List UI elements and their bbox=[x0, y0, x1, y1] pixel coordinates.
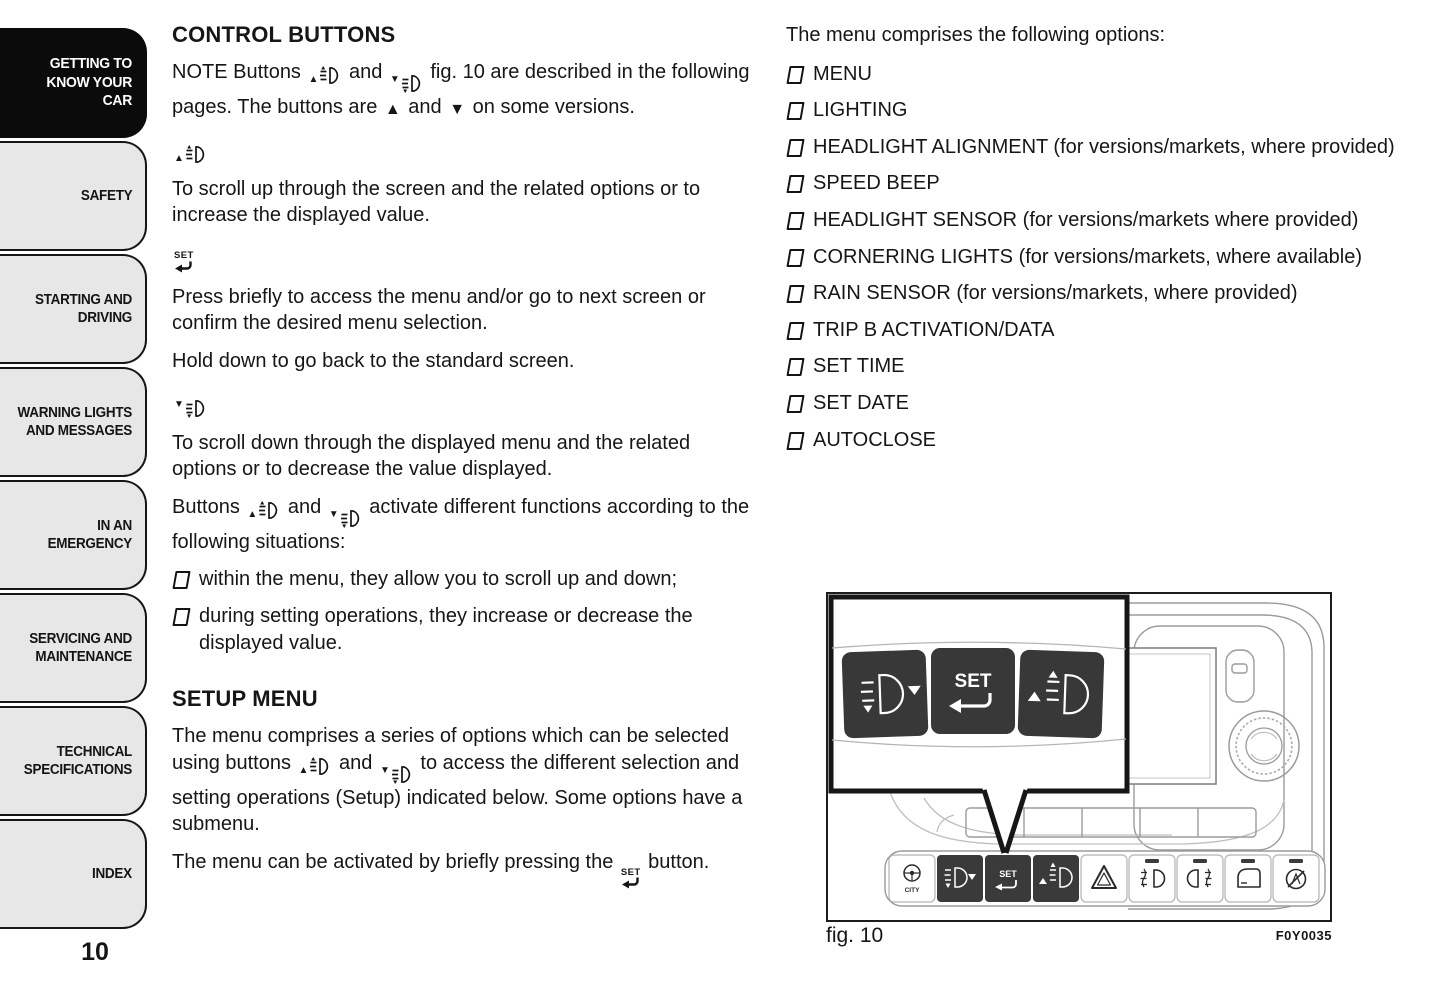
buttons-activate-paragraph: Buttons ▲ and ▼ activate different functions according to the following situations: bbox=[172, 495, 750, 553]
up-arrow-icon: ▲ bbox=[384, 101, 401, 118]
headlight-down-icon: ▼ bbox=[329, 508, 362, 529]
options-intro: The menu comprises the following options: bbox=[786, 24, 1166, 46]
set-icon-line bbox=[172, 243, 750, 273]
checkbox-bullet-icon bbox=[786, 139, 804, 157]
city-button bbox=[889, 855, 935, 902]
hold-down-paragraph: Hold down to go back to the standard screen. bbox=[172, 349, 575, 372]
figure-caption: fig. 10 bbox=[826, 924, 884, 947]
down-arrow-icon: ▼ bbox=[449, 101, 466, 118]
menu-option: LIGHTING bbox=[786, 97, 1410, 124]
hazard-button bbox=[1081, 855, 1127, 902]
headlight-down-icon: ▼ bbox=[174, 398, 207, 419]
headlight-down-strip-button bbox=[937, 855, 983, 902]
press-briefly-paragraph: Press briefly to access the menu and/or go to next screen or confirm the desired menu selection. bbox=[172, 285, 706, 335]
page-number: 10 bbox=[81, 938, 109, 966]
figure-10 bbox=[826, 592, 1332, 922]
headlight-up-icon: ▲ bbox=[299, 756, 332, 777]
front-fog-button bbox=[1129, 855, 1175, 902]
menu-activated-paragraph: The menu can be activated by briefly pressing the SET button. bbox=[172, 849, 750, 890]
options-column bbox=[786, 18, 1410, 463]
checkbox-bullet-icon bbox=[786, 358, 804, 376]
checkbox-bullet-icon bbox=[786, 212, 804, 230]
set-inset-button bbox=[931, 648, 1015, 734]
sidebar-item-starting-and-driving[interactable]: STARTING AND DRIVING bbox=[0, 254, 147, 364]
checkbox-bullet-icon bbox=[786, 432, 804, 450]
checkbox-bullet-icon bbox=[786, 66, 804, 84]
sidebar-item-warning-lights[interactable]: WARNING LIGHTS AND MESSAGES bbox=[0, 367, 147, 477]
main-text-column bbox=[172, 18, 750, 900]
dashboard-illustration bbox=[828, 594, 1330, 920]
rotary-knob bbox=[1229, 711, 1299, 781]
rear-fog-button bbox=[1177, 855, 1223, 902]
headlight-up-inset-button bbox=[1018, 650, 1105, 739]
checkbox-bullet-icon bbox=[172, 571, 190, 589]
set-inset-label: SET bbox=[954, 671, 992, 692]
menu-option: MENU bbox=[786, 61, 1410, 88]
menu-option: SET DATE bbox=[786, 390, 1410, 417]
headlight-down-icon: ▼ bbox=[380, 764, 413, 785]
sidebar-item-in-an-emergency[interactable]: IN AN EMERGENCY bbox=[0, 480, 147, 590]
figure-caption-row bbox=[826, 924, 1332, 948]
menu-option: SPEED BEEP bbox=[786, 170, 1410, 197]
checkbox-bullet-icon bbox=[786, 175, 804, 193]
menu-option: HEADLIGHT ALIGNMENT (for versions/markets, where provided) bbox=[786, 134, 1410, 161]
checkbox-bullet-icon bbox=[786, 249, 804, 267]
sidebar-item-getting-to-know-your-car[interactable]: GETTING TO KNOW YOUR CAR bbox=[0, 28, 147, 138]
headlight-up-icon: ▲ bbox=[174, 144, 207, 165]
scroll-up-paragraph: To scroll up through the screen and the related options or to increase the displayed value. bbox=[172, 177, 701, 227]
note-paragraph: NOTE Buttons ▲ and ▼ fig. 10 are described in the following pages. The buttons are ▲ and ▼ on some versions. bbox=[172, 61, 750, 118]
checkbox-bullet-icon bbox=[172, 608, 190, 626]
headlight-down-icon: ▼ bbox=[390, 73, 423, 94]
list-item: during setting operations, they increase or decrease the displayed value. bbox=[172, 603, 750, 656]
up-headlight-icon-line bbox=[172, 135, 750, 165]
scroll-down-paragraph: To scroll down through the displayed menu and the related options or to decrease the value displayed. bbox=[172, 431, 691, 481]
set-strip-label: SET bbox=[999, 869, 1017, 879]
down-headlight-icon-line bbox=[172, 389, 750, 419]
headlight-up-icon: ▲ bbox=[247, 500, 280, 521]
menu-option: SET TIME bbox=[786, 353, 1410, 380]
sidebar-item-index[interactable]: INDEX bbox=[0, 819, 147, 929]
list-item: within the menu, they allow you to scroll up and down; bbox=[172, 566, 750, 593]
door-lock-button bbox=[1225, 855, 1271, 902]
headlight-up-icon: ▲ bbox=[309, 65, 342, 86]
section-heading-control-buttons: CONTROL BUTTONS bbox=[172, 22, 396, 47]
city-label: CITY bbox=[904, 887, 920, 894]
sidebar-item-technical-specifications[interactable]: TECHNICAL SPECIFICATIONS bbox=[0, 706, 147, 816]
sidebar-item-servicing[interactable]: SERVICING AND MAINTENANCE bbox=[0, 593, 147, 703]
callout-pointer bbox=[982, 787, 1028, 855]
section-heading-setup-menu: SETUP MENU bbox=[172, 686, 318, 712]
headlight-down-inset-button bbox=[842, 650, 929, 739]
set-button-icon: SET bbox=[174, 251, 194, 273]
checkbox-bullet-icon bbox=[786, 395, 804, 413]
menu-option: RAIN SENSOR (for versions/markets, where provided) bbox=[786, 280, 1410, 307]
checkbox-bullet-icon bbox=[786, 285, 804, 303]
figure-code: F0Y0035 bbox=[1275, 928, 1332, 943]
menu-option: HEADLIGHT SENSOR (for versions/markets where provided) bbox=[786, 207, 1410, 234]
sidebar-item-safety[interactable]: SAFETY bbox=[0, 141, 147, 251]
set-strip-button bbox=[985, 855, 1031, 902]
console-lower-curves bbox=[890, 792, 1284, 844]
menu-option: CORNERING LIGHTS (for versions/markets, where available) bbox=[786, 244, 1410, 271]
headlight-up-strip-button bbox=[1033, 855, 1079, 902]
eject-button bbox=[1226, 650, 1254, 702]
menu-option: AUTOCLOSE bbox=[786, 427, 1410, 454]
chapter-tabs bbox=[0, 28, 147, 929]
checkbox-bullet-icon bbox=[786, 322, 804, 340]
set-button-icon: SET bbox=[621, 868, 641, 890]
menu-option: TRIP B ACTIVATION/DATA bbox=[786, 317, 1410, 344]
checkbox-bullet-icon bbox=[786, 102, 804, 120]
radio-display bbox=[1128, 648, 1216, 784]
menu-comprises-paragraph: The menu comprises a series of options which can be selected using buttons ▲ and ▼ to access the different selection and setting operations (Setup) indicated below. Some options have a submenu. bbox=[172, 725, 743, 836]
asr-off-button bbox=[1273, 855, 1319, 902]
